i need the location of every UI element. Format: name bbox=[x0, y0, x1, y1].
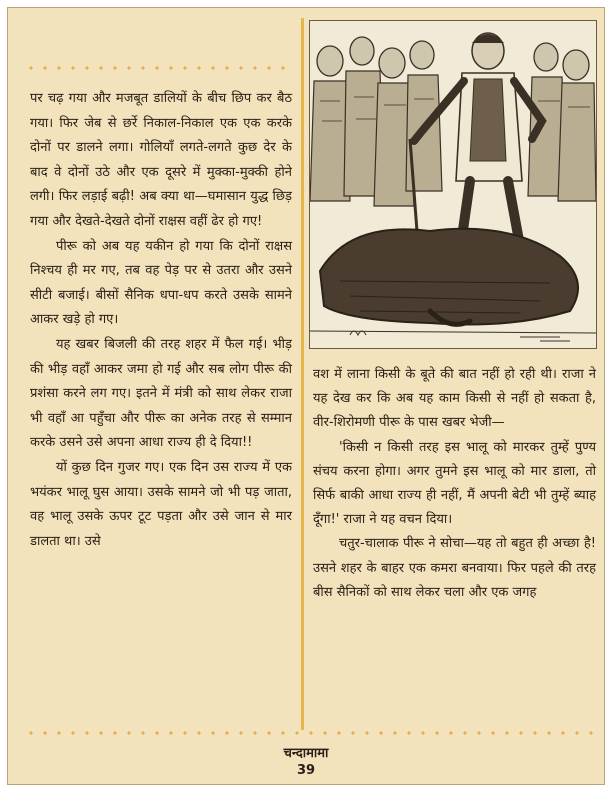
left-text-column bbox=[30, 87, 292, 554]
magazine-name: चन्दामामा bbox=[283, 746, 329, 761]
paragraph: चतुर-चालाक पीरू ने सोचा—यह तो बहुत ही अच्छा है! उसने शहर के बाहर एक कमरा बनवाया। फिर पहले की तरह बीस सैनिकों को साथ लेकर चला और एक जगह bbox=[313, 536, 596, 600]
paragraph: यह खबर बिजली की तरह शहर में फैल गई। भीड़ की भीड़ वहाँ आकर जमा हो गई और सब लोग पीरू की प्रशंसा करने लग गए। इतने में मंत्री को साथ लेकर राजा भी वहाँ आ पहुँचा और पीरू का अनेक तरह से सम्मान करके उसने उसे अपना आधा राज्य ही दे दिया!! bbox=[30, 336, 292, 451]
crowd-and-bear-drawing bbox=[310, 21, 596, 348]
paragraph: पीरू को अब यह यकीन हो गया कि दोनों राक्षस निश्चय ही मर गए, तब वह पेड़ पर से उतरा और उसने सीटी बजाई। बीसों सैनिक धपा-धप करते उसके सामने आकर खड़े हो गए। bbox=[30, 238, 292, 328]
decorative-dot-border bbox=[24, 65, 294, 71]
paragraph: यों कुछ दिन गुजर गए। एक दिन उस राज्य में एक भयंकर भालू घुस आया। उसके सामने जो भी पड़ जाता, वह भालू उसके ऊपर टूट पड़ता और उसे जान से मार डालता था। उसे bbox=[30, 459, 292, 549]
paragraph: 'किसी न किसी तरह इस भालू को मारकर तुम्हें पुण्य संचय करना होगा। अगर तुमने इस भालू को मार डाला, तो सिर्फ बाकी आधा राज्य ही नहीं, मैं अपनी बेटी भी तुम्हें ब्याह दूँगा!' राजा ने यह वचन दिया। bbox=[313, 439, 596, 528]
column-divider bbox=[301, 18, 304, 730]
paragraph: पर चढ़ गया और मजबूत डालियों के बीच छिप कर बैठ गया। फिर जेब से छर्रे निकाल-निकाल एक एक करके दोनों पर डालने लगा। गोलियाँ लगते-लगते कुछ देर के बाद वे दोनों उठे और एक दूसरे में मुक्का-मुक्की होने लगी। फिर लड़ाई बढ़ी! अब क्या था—घमासान युद्ध छिड़ गया और देखते-देखते दोनों राक्षस वहीं ढेर हो गए! bbox=[30, 91, 292, 229]
decorative-dot-border bbox=[24, 730, 596, 736]
right-text-column bbox=[313, 363, 596, 605]
page-number: 39 bbox=[296, 763, 316, 778]
magazine-page bbox=[7, 7, 605, 785]
story-illustration bbox=[309, 20, 597, 349]
paragraph: वश में लाना किसी के बूते की बात नहीं हो रही थी। राजा ने यह देख कर कि अब यह काम किसी से नहीं हो सकता है, वीर-शिरोमणी पीरू के पास खबर भेजी— bbox=[313, 367, 596, 431]
